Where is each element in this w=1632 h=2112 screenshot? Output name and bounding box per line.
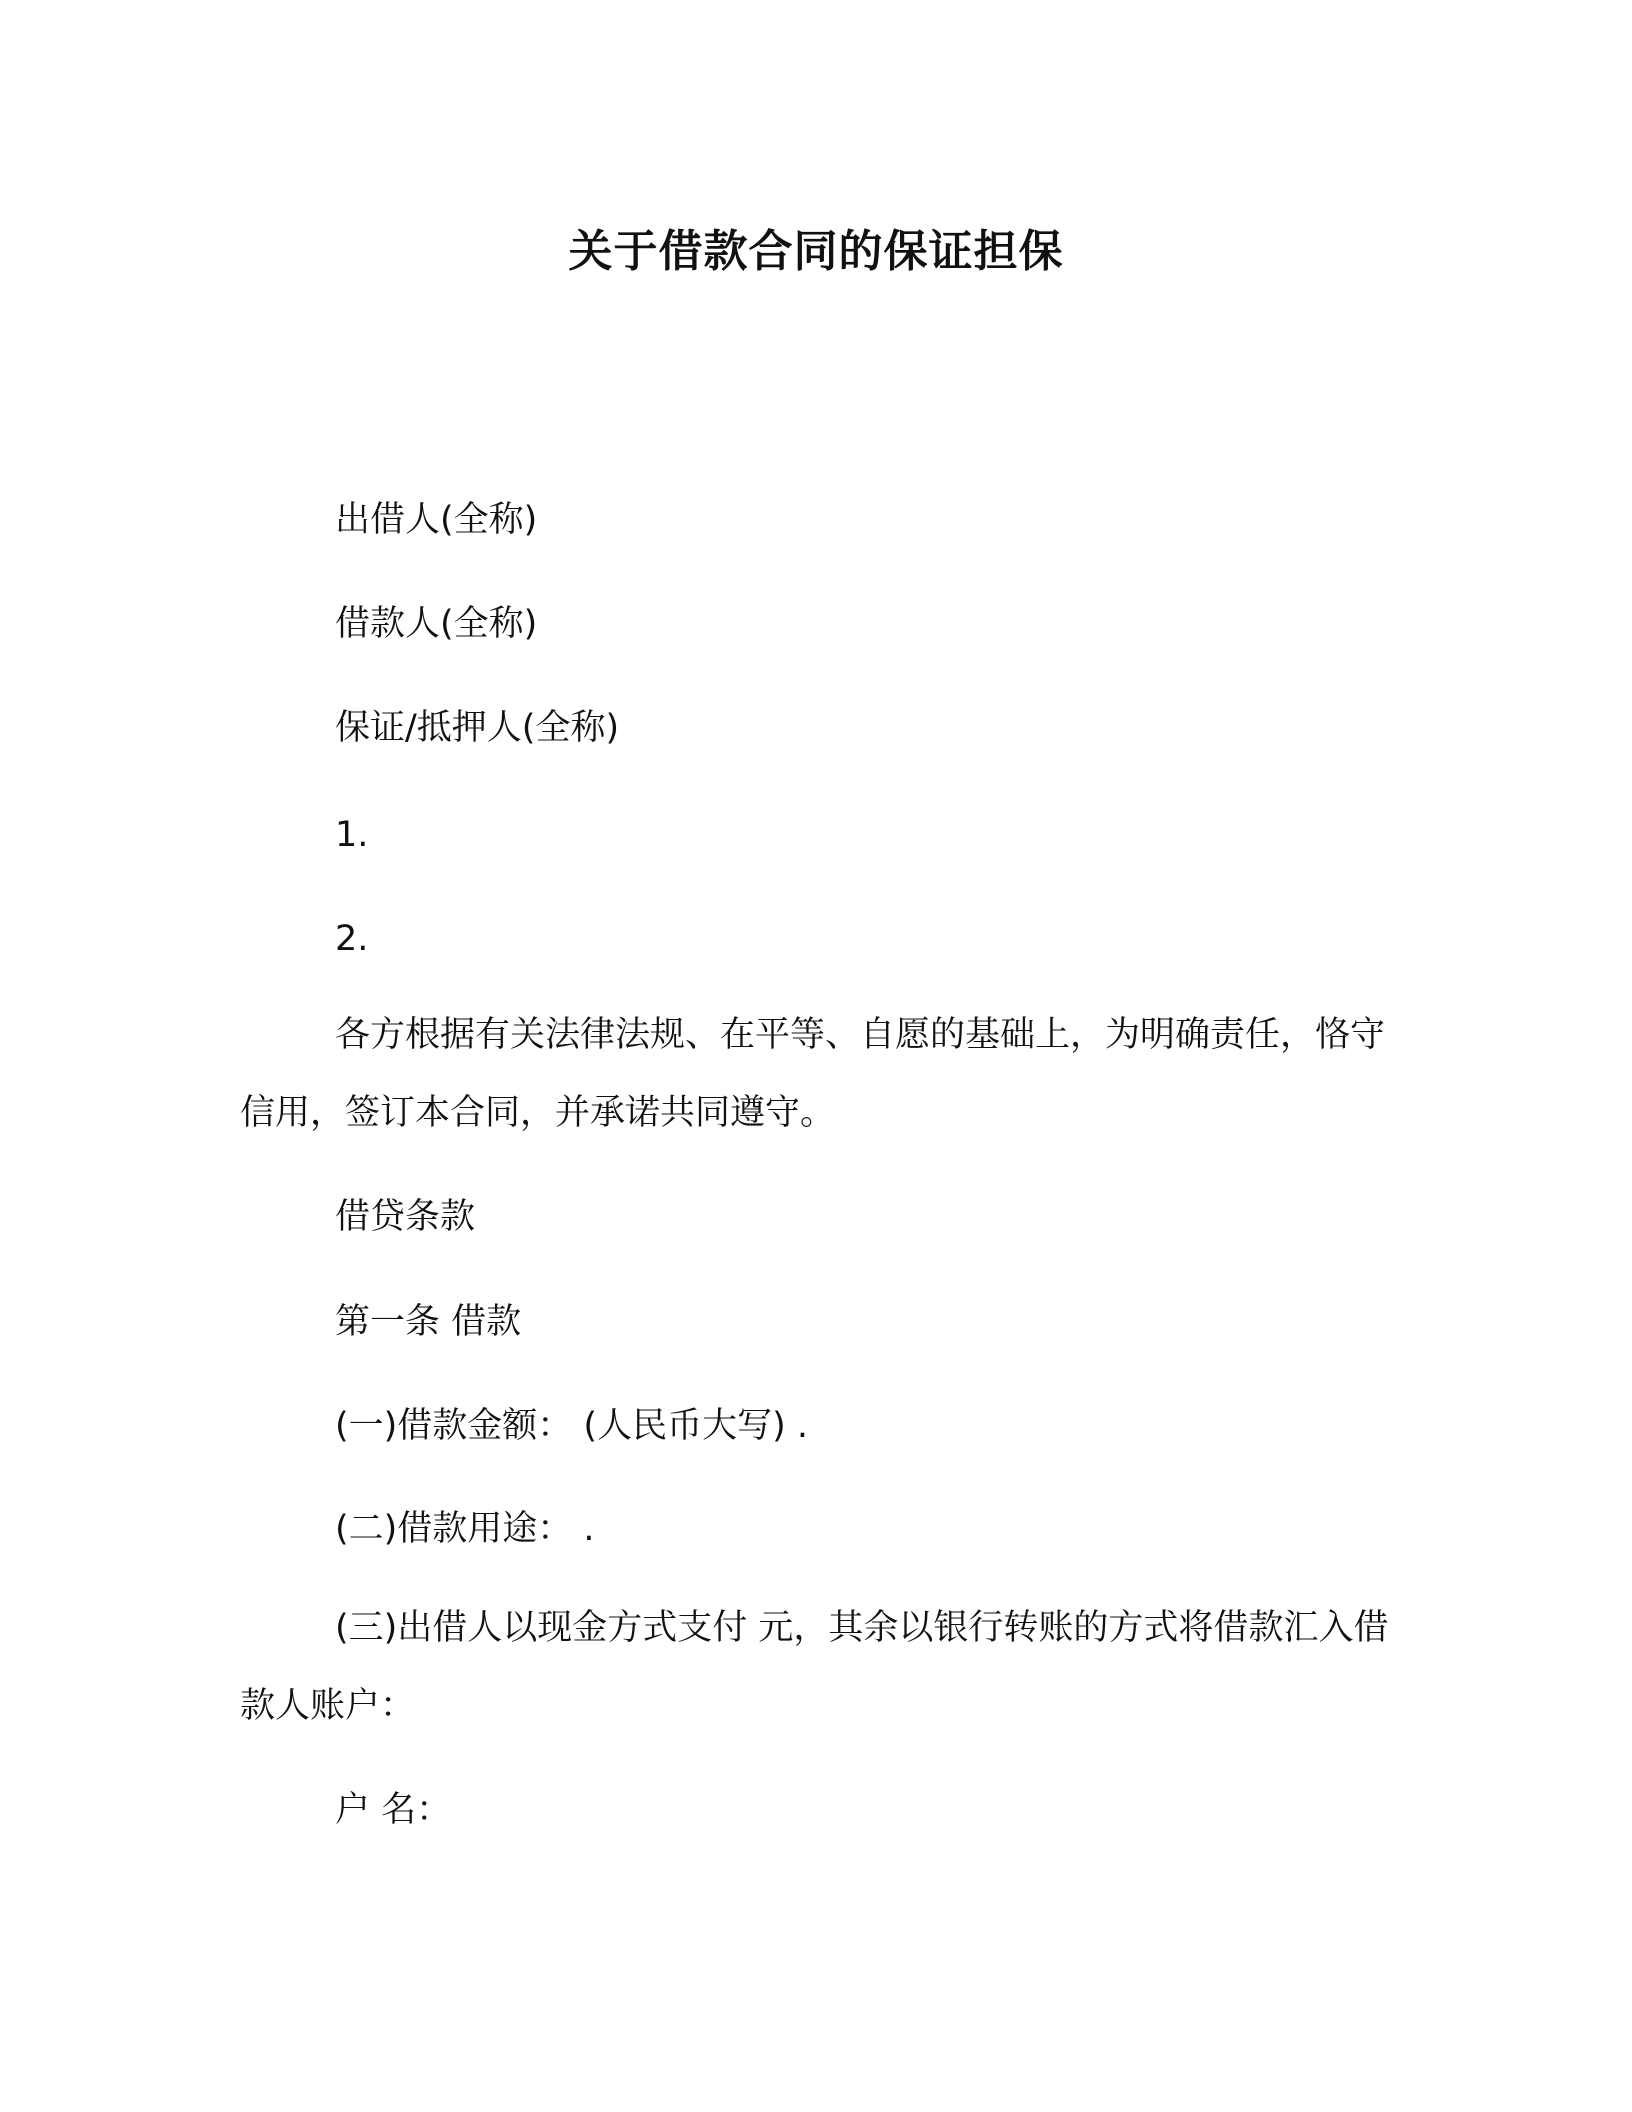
clause-3-paragraph: [240, 1589, 1390, 1745]
guarantor-label: 保证/抵押人(全称): [335, 708, 620, 748]
guarantor-item-1: 1.: [335, 815, 369, 855]
clause-2: (二)借款用途： .: [335, 1509, 595, 1549]
clause-1: (一)借款金额： (人民币大写) .: [335, 1406, 808, 1446]
account-name-label: 户 名：: [335, 1790, 452, 1830]
borrower-label: 借款人(全称): [335, 604, 538, 644]
guarantor-item-2: 2.: [335, 919, 369, 959]
article-1-heading: 第一条 借款: [335, 1302, 522, 1342]
preamble-text: 各方根据有关法律法规、在平等、自愿的基础上，为明确责任，恪守信用，签订本合同，并承诺共同遵守。: [240, 1015, 1386, 1133]
preamble-paragraph: [240, 996, 1390, 1152]
clause-3-text: (三)出借人以现金方式支付 元，其余以银行转账的方式将借款汇入借款人账户：: [240, 1608, 1389, 1726]
lender-label: 出借人(全称): [335, 500, 538, 540]
document-title: 关于借款合同的保证担保: [568, 226, 1064, 277]
section-heading: 借贷条款: [335, 1197, 476, 1237]
